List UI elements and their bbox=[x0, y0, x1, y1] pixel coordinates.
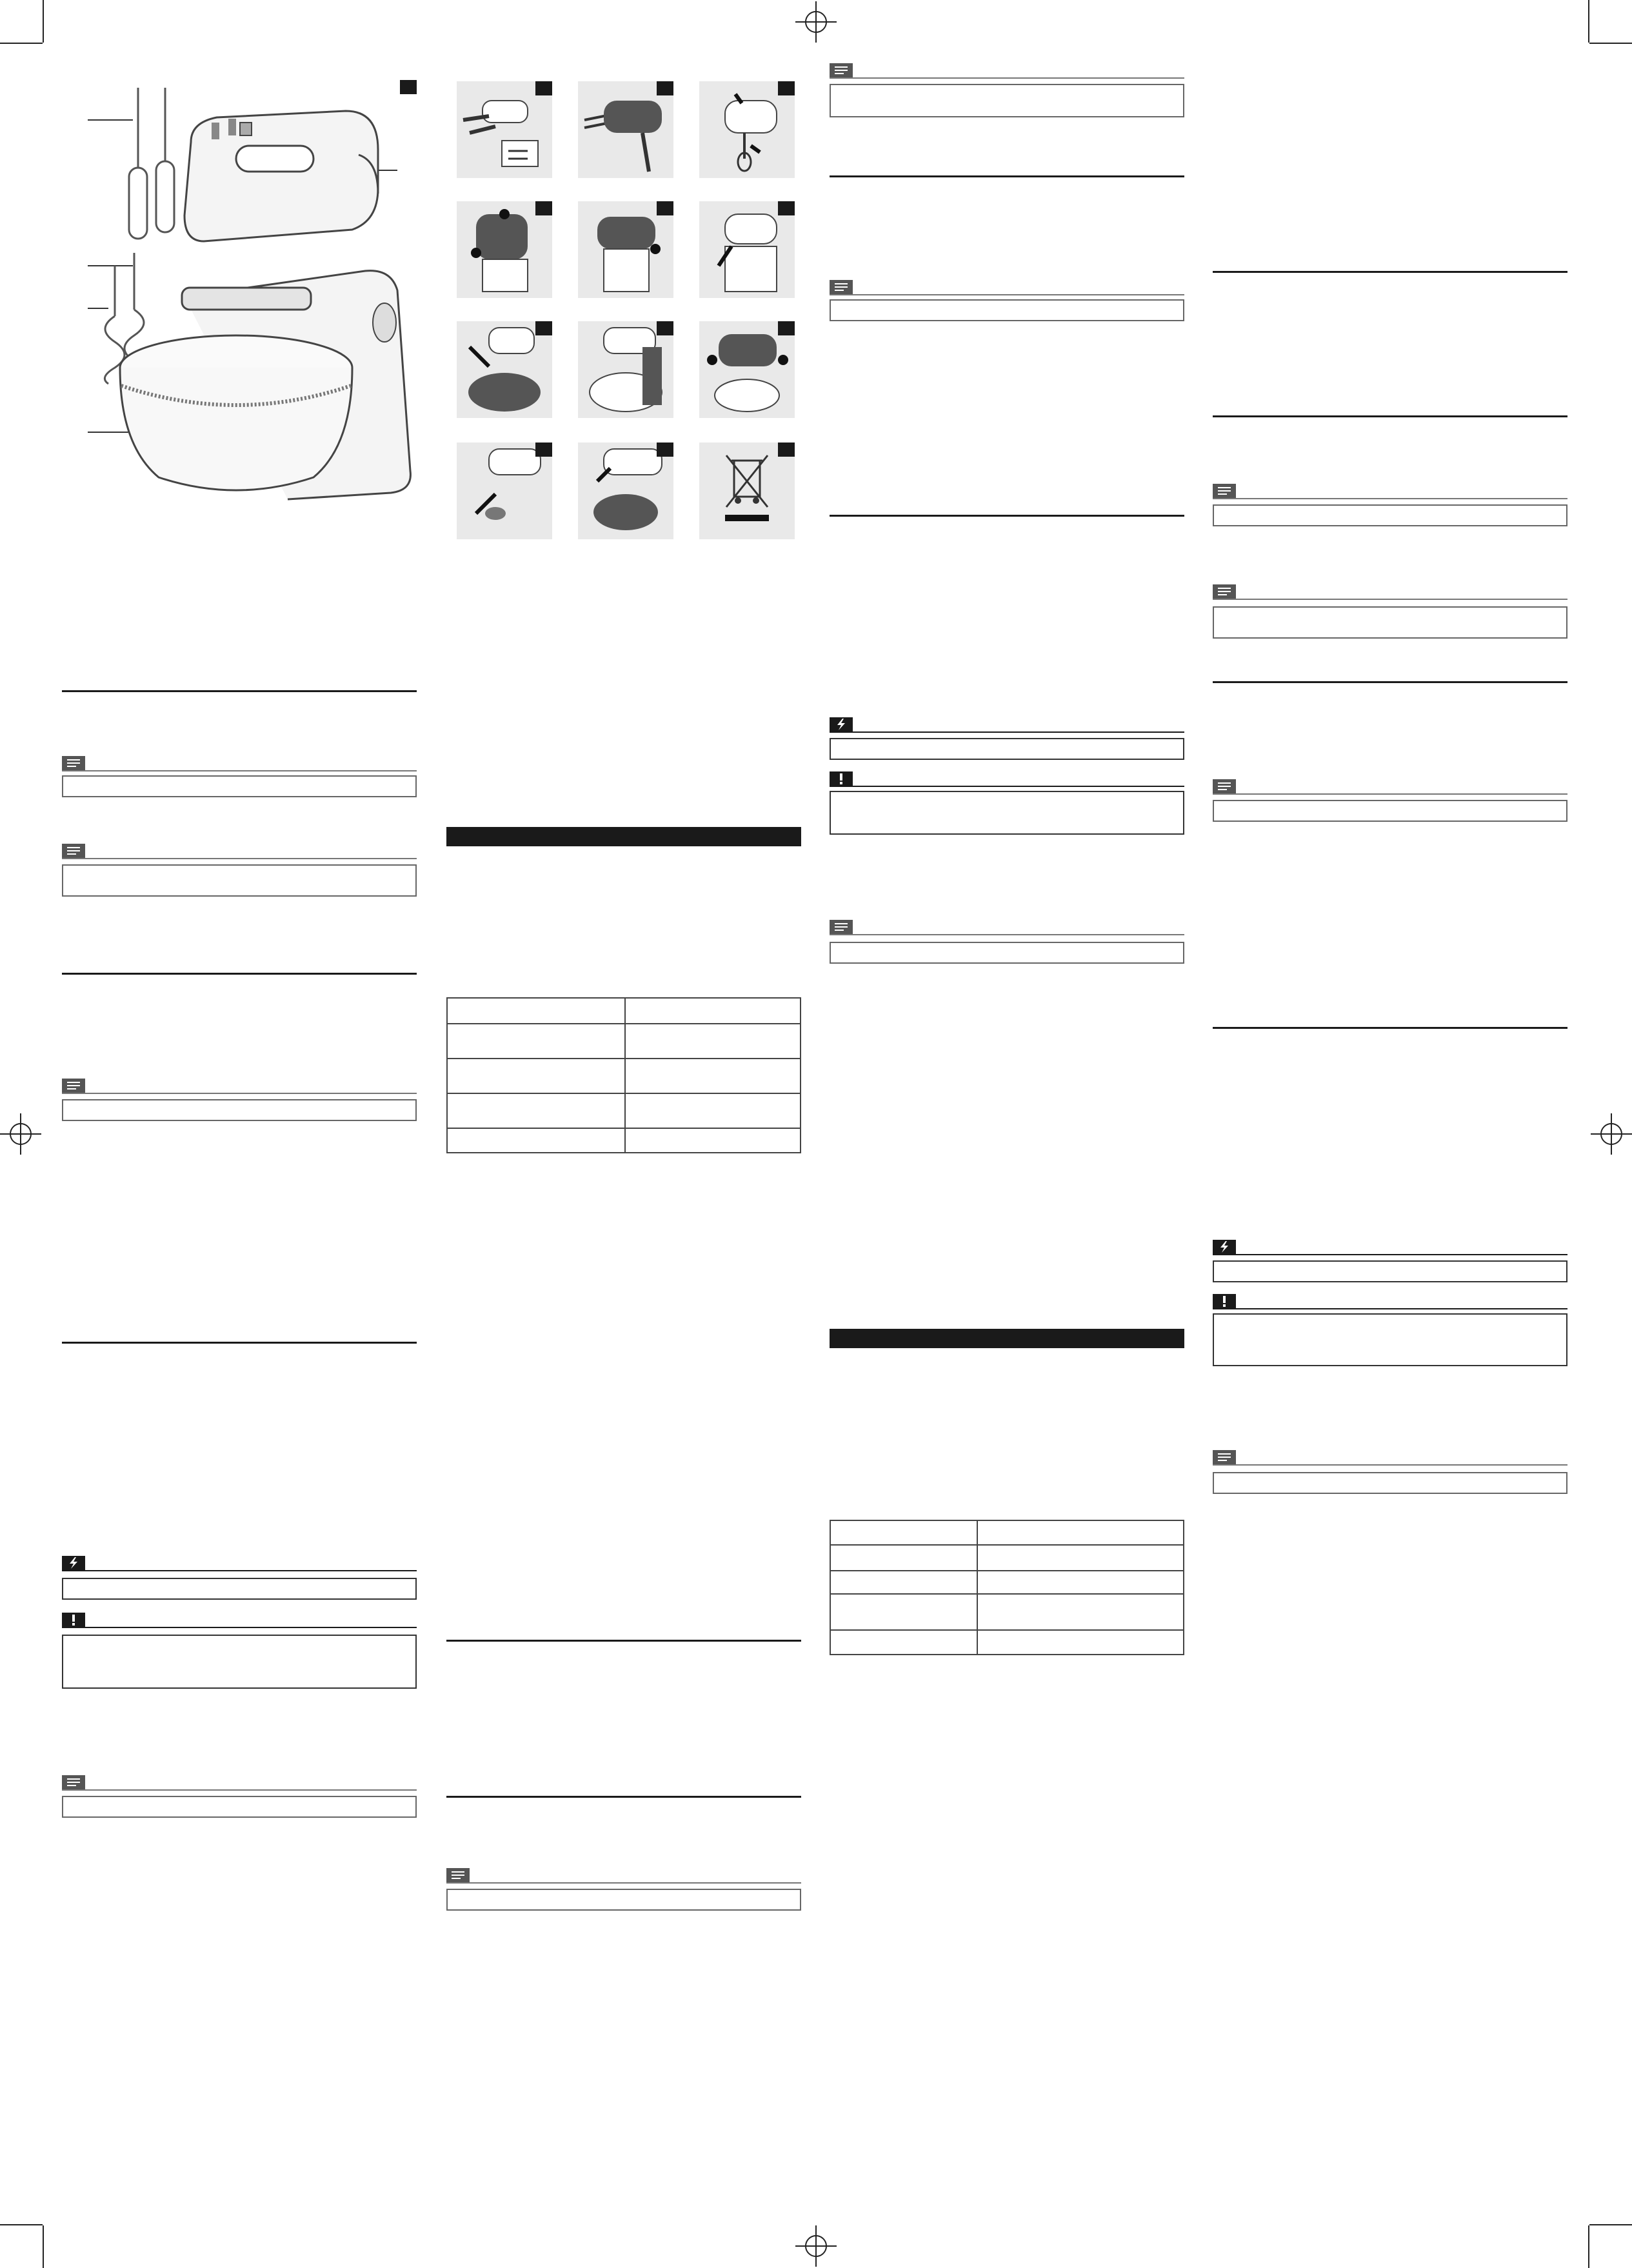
step-badge bbox=[778, 321, 795, 335]
note-header-line bbox=[62, 770, 417, 771]
caution-header bbox=[62, 1613, 85, 1627]
section-rule bbox=[62, 1342, 417, 1344]
section-rule bbox=[62, 973, 417, 975]
lightning-icon bbox=[1213, 1240, 1236, 1254]
section-rule bbox=[446, 1796, 801, 1798]
note-header bbox=[830, 920, 853, 934]
note-icon bbox=[62, 1079, 85, 1093]
caution-header-line bbox=[1213, 1308, 1567, 1309]
note-header bbox=[62, 756, 85, 770]
note-header bbox=[1213, 1450, 1236, 1464]
caution-header-line bbox=[830, 786, 1184, 787]
warning-header bbox=[830, 717, 853, 731]
note-box bbox=[1213, 1472, 1567, 1494]
note-icon bbox=[830, 63, 853, 77]
note-header-line bbox=[1213, 498, 1567, 499]
warning-box bbox=[1213, 1260, 1567, 1282]
warning-box bbox=[830, 738, 1184, 760]
note-box bbox=[1213, 504, 1567, 526]
note-icon bbox=[62, 1775, 85, 1789]
step-illustration-6 bbox=[699, 201, 795, 298]
caution-header bbox=[1213, 1294, 1236, 1308]
spec-table bbox=[446, 997, 801, 1153]
caution-header bbox=[830, 771, 853, 786]
step-badge bbox=[778, 81, 795, 95]
caution-box bbox=[830, 791, 1184, 835]
step-badge bbox=[535, 81, 552, 95]
warning-box bbox=[62, 1578, 417, 1600]
step-illustration-2 bbox=[578, 81, 673, 178]
note-header bbox=[830, 63, 853, 77]
registration-mark-right bbox=[1591, 1113, 1632, 1155]
note-header-line bbox=[830, 294, 1184, 295]
step-illustration-11 bbox=[578, 443, 673, 539]
note-box bbox=[446, 1889, 801, 1911]
registration-mark-left bbox=[0, 1113, 41, 1155]
step-badge bbox=[778, 443, 795, 457]
step-badge bbox=[535, 321, 552, 335]
note-box bbox=[830, 84, 1184, 117]
step-illustration-3 bbox=[699, 81, 795, 178]
crop-mark-tl-h bbox=[0, 43, 43, 44]
note-icon bbox=[1213, 584, 1236, 599]
warning-header-line bbox=[62, 1570, 417, 1571]
note-box bbox=[1213, 800, 1567, 822]
step-illustration-9 bbox=[699, 321, 795, 418]
note-header bbox=[446, 1868, 470, 1882]
note-header bbox=[62, 1775, 85, 1789]
warning-header bbox=[62, 1556, 85, 1570]
note-header bbox=[1213, 779, 1236, 793]
note-header-line bbox=[62, 858, 417, 859]
crop-mark-tr-v bbox=[1588, 0, 1589, 43]
step-badge bbox=[657, 443, 673, 457]
note-icon bbox=[1213, 484, 1236, 498]
note-header bbox=[62, 1079, 85, 1093]
note-box bbox=[62, 1099, 417, 1121]
section-rule bbox=[830, 175, 1184, 177]
section-rule bbox=[1213, 681, 1567, 683]
note-header-line bbox=[830, 934, 1184, 935]
step-badge bbox=[535, 443, 552, 457]
note-icon bbox=[62, 756, 85, 770]
step-badge bbox=[657, 321, 673, 335]
note-icon bbox=[830, 280, 853, 294]
note-header-line bbox=[62, 1093, 417, 1094]
registration-mark-bottom bbox=[795, 2225, 837, 2267]
caution-box bbox=[1213, 1313, 1567, 1366]
section-rule bbox=[1213, 271, 1567, 273]
section-rule bbox=[1213, 415, 1567, 417]
registration-mark-top bbox=[795, 1, 837, 43]
crop-mark-tl-v bbox=[43, 0, 44, 43]
step-illustration-7 bbox=[457, 321, 552, 418]
section-rule bbox=[1213, 1027, 1567, 1029]
note-box bbox=[830, 942, 1184, 964]
note-header-line bbox=[1213, 793, 1567, 795]
step-illustration-1 bbox=[457, 81, 552, 178]
exclamation-icon bbox=[1213, 1294, 1236, 1308]
note-box bbox=[830, 299, 1184, 321]
note-header-line bbox=[62, 1789, 417, 1791]
exclamation-icon bbox=[62, 1613, 85, 1627]
step-illustration-5 bbox=[578, 201, 673, 298]
step-illustration-8 bbox=[578, 321, 673, 418]
note-icon bbox=[1213, 1450, 1236, 1464]
step-badge bbox=[778, 201, 795, 215]
lightning-icon bbox=[830, 717, 853, 731]
section-rule bbox=[830, 515, 1184, 517]
note-header-line bbox=[1213, 1464, 1567, 1466]
step-illustration-12 bbox=[699, 443, 795, 539]
crop-mark-bl-v bbox=[43, 2225, 44, 2268]
note-header bbox=[1213, 584, 1236, 599]
warning-header-line bbox=[1213, 1254, 1567, 1255]
note-header bbox=[830, 280, 853, 294]
section-banner bbox=[446, 827, 801, 846]
note-header-line bbox=[1213, 599, 1567, 600]
note-icon bbox=[1213, 779, 1236, 793]
product-overview-illustration bbox=[62, 84, 423, 510]
warning-header bbox=[1213, 1240, 1236, 1254]
warning-header-line bbox=[830, 731, 1184, 733]
section-banner bbox=[830, 1329, 1184, 1348]
crop-mark-br-h bbox=[1589, 2224, 1632, 2225]
note-box bbox=[62, 1796, 417, 1818]
caution-header-line bbox=[62, 1627, 417, 1628]
note-header bbox=[1213, 484, 1236, 498]
note-header-line bbox=[830, 77, 1184, 79]
note-box bbox=[62, 775, 417, 797]
caution-box bbox=[62, 1635, 417, 1689]
note-header bbox=[62, 844, 85, 858]
crop-mark-bl-h bbox=[0, 2224, 43, 2225]
exclamation-icon bbox=[830, 771, 853, 786]
step-badge bbox=[535, 201, 552, 215]
section-rule bbox=[62, 690, 417, 692]
crop-mark-br-v bbox=[1588, 2225, 1589, 2268]
crossed-bin-icon bbox=[699, 443, 795, 539]
step-badge bbox=[657, 81, 673, 95]
lightning-icon bbox=[62, 1556, 85, 1570]
section-rule bbox=[446, 1640, 801, 1642]
note-icon bbox=[62, 844, 85, 858]
note-icon bbox=[446, 1868, 470, 1882]
note-header-line bbox=[446, 1882, 801, 1884]
crop-mark-tr-h bbox=[1589, 43, 1632, 44]
note-icon bbox=[830, 920, 853, 934]
step-illustration-10 bbox=[457, 443, 552, 539]
note-box bbox=[62, 864, 417, 897]
spec-table bbox=[830, 1520, 1184, 1655]
step-illustration-4 bbox=[457, 201, 552, 298]
note-box bbox=[1213, 606, 1567, 639]
step-badge bbox=[657, 201, 673, 215]
